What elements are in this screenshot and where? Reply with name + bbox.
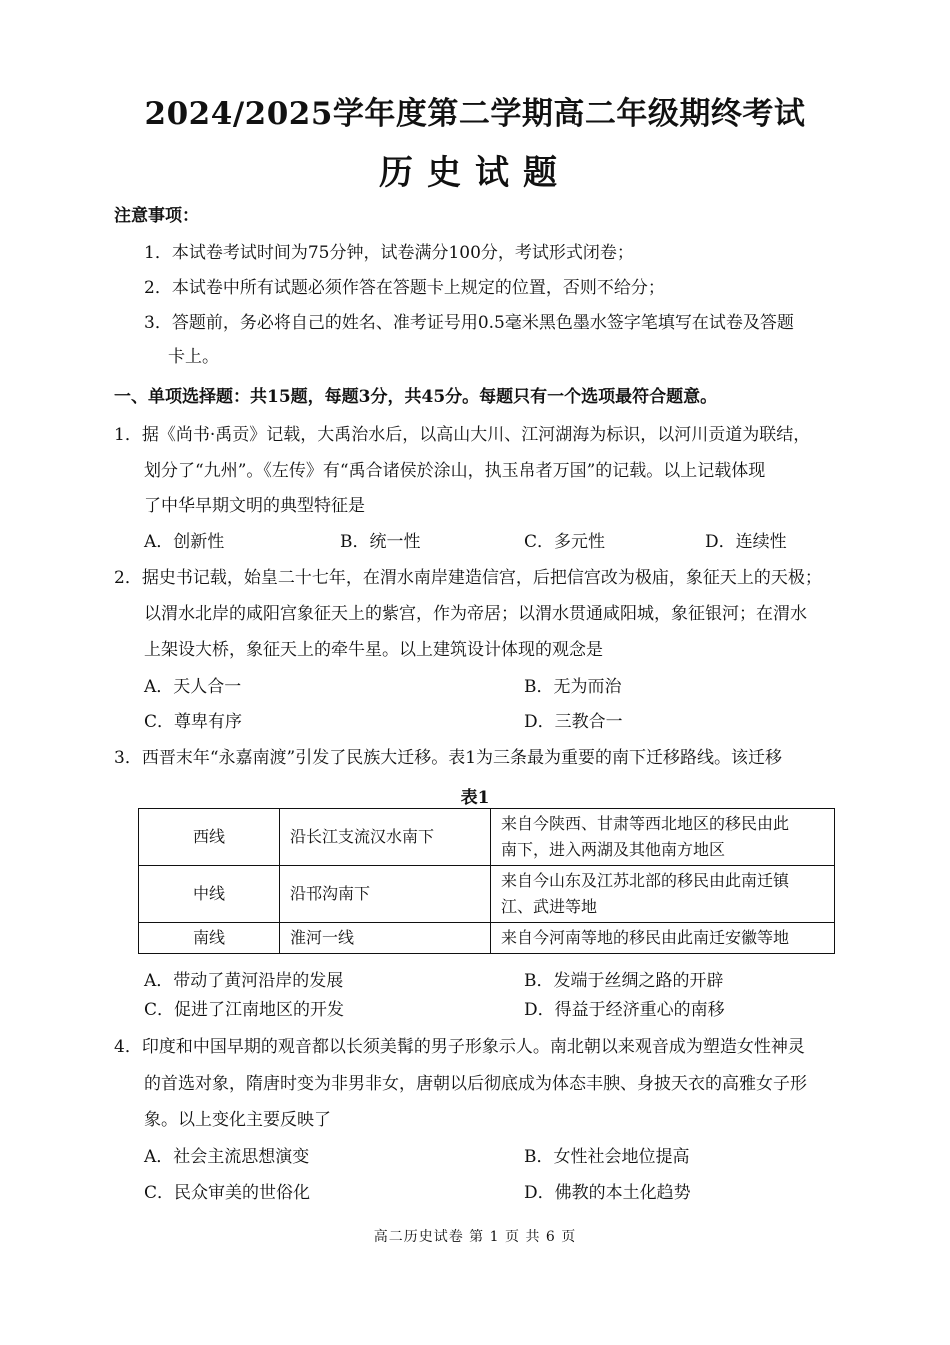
table-cell: 沿长江支流汉水南下 — [280, 809, 491, 866]
question-4-option-c: C．民众审美的世俗化 — [144, 1183, 311, 1203]
question-4-option-a: A．社会主流思想演变 — [144, 1147, 310, 1167]
question-1-option-a: A．创新性 — [144, 532, 225, 552]
question-4-option-d: D．佛教的本土化趋势 — [524, 1183, 691, 1203]
question-1-option-d: D．连续性 — [705, 532, 787, 552]
table-cell — [491, 866, 835, 923]
table-cell: 西线 — [139, 809, 280, 866]
section-heading: 一、单项选择题：共15题，每题3分，共45分。每题只有一个选项最符合题意。 — [114, 387, 718, 407]
table-cell — [491, 809, 835, 866]
question-1-line: 了中华早期文明的典型特征是 — [144, 496, 365, 516]
question-4-line: 象。以上变化主要反映了 — [144, 1110, 331, 1130]
question-4-option-b: B．女性社会地位提高 — [524, 1147, 690, 1167]
page-footer: 高二历史试卷 第 1 页 共 6 页 — [373, 1229, 577, 1245]
exam-title: 2024/2025学年度第二学期高二年级期终考试 — [144, 96, 806, 132]
notice-item: 1．本试卷考试时间为75分钟，试卷满分100分，考试形式闭卷； — [144, 243, 634, 263]
migration-routes-table — [138, 808, 835, 954]
table-caption: 表1 — [460, 788, 490, 808]
question-3-option-a: A．带动了黄河沿岸的发展 — [144, 971, 344, 991]
question-1-option-c: C．多元性 — [524, 532, 606, 552]
question-1-line: 划分了“九州”。《左传》有“禹合诸侯於涂山，执玉帛者万国”的记载。以上记载体现 — [144, 461, 766, 481]
notice-item: 卡上。 — [168, 347, 219, 367]
question-1-option-b: B．统一性 — [340, 532, 421, 552]
question-2-line: 2．据史书记载，始皇二十七年，在渭水南岸建造信宫，后把信宫改为极庙，象征天上的天极； — [114, 568, 822, 588]
question-2-option-a: A．天人合一 — [144, 677, 242, 697]
question-4-line: 的首选对象，隋唐时变为非男非女，唐朝以后彻底成为体态丰腴、身披天衣的高雅女子形 — [144, 1074, 807, 1094]
question-3-option-d: D．得益于经济重心的南移 — [524, 1000, 725, 1020]
exam-subject: 历史试题 — [379, 153, 571, 193]
question-4-line: 4．印度和中国早期的观音都以长须美髯的男子形象示人。南北朝以来观音成为塑造女性神灵 — [114, 1037, 805, 1057]
table-cell: 沿邗沟南下 — [280, 866, 491, 923]
question-2-option-b: B．无为而治 — [524, 677, 622, 697]
question-3-option-c: C．促进了江南地区的开发 — [144, 1000, 345, 1020]
table-cell-line: 来自今山东及江苏北部的移民由此南迁镇 — [501, 871, 790, 890]
table-cell: 中线 — [139, 866, 280, 923]
table-cell-line: 来自今陕西、甘肃等西北地区的移民由此 — [501, 814, 790, 833]
question-3-option-b: B．发端于丝绸之路的开辟 — [524, 971, 724, 991]
table-row — [139, 923, 835, 954]
table-row — [139, 809, 835, 866]
table-row — [139, 866, 835, 923]
table-cell: 来自今河南等地的移民由此南迁安徽等地 — [491, 923, 835, 954]
notice-item: 2．本试卷中所有试题必须作答在答题卡上规定的位置，否则不给分； — [144, 278, 665, 298]
question-2-line: 以渭水北岸的咸阳宫象征天上的紫宫，作为帝居；以渭水贯通咸阳城，象征银河；在渭水 — [144, 604, 807, 624]
question-2-option-c: C．尊卑有序 — [144, 712, 243, 732]
notice-item: 3．答题前，务必将自己的姓名、准考证号用0.5毫米黑色墨水签字笔填写在试卷及答题 — [144, 313, 794, 333]
question-2-option-d: D．三教合一 — [524, 712, 623, 732]
table-cell: 淮河一线 — [280, 923, 491, 954]
table-cell: 南线 — [139, 923, 280, 954]
question-3-line: 3．西晋末年“永嘉南渡”引发了民族大迁移。表1为三条最为重要的南下迁移路线。该迁移 — [114, 748, 783, 768]
question-2-line: 上架设大桥，象征天上的牵牛星。以上建筑设计体现的观念是 — [144, 640, 603, 660]
notice-heading: 注意事项： — [114, 206, 199, 226]
question-1-line: 1．据《尚书·禹贡》记载，大禹治水后，以高山大川、江河湖海为标识，以河川贡道为联结， — [114, 425, 811, 445]
table-cell-line: 南下，进入两湖及其他南方地区 — [501, 840, 726, 859]
table-cell-line: 江、武进等地 — [501, 897, 598, 916]
